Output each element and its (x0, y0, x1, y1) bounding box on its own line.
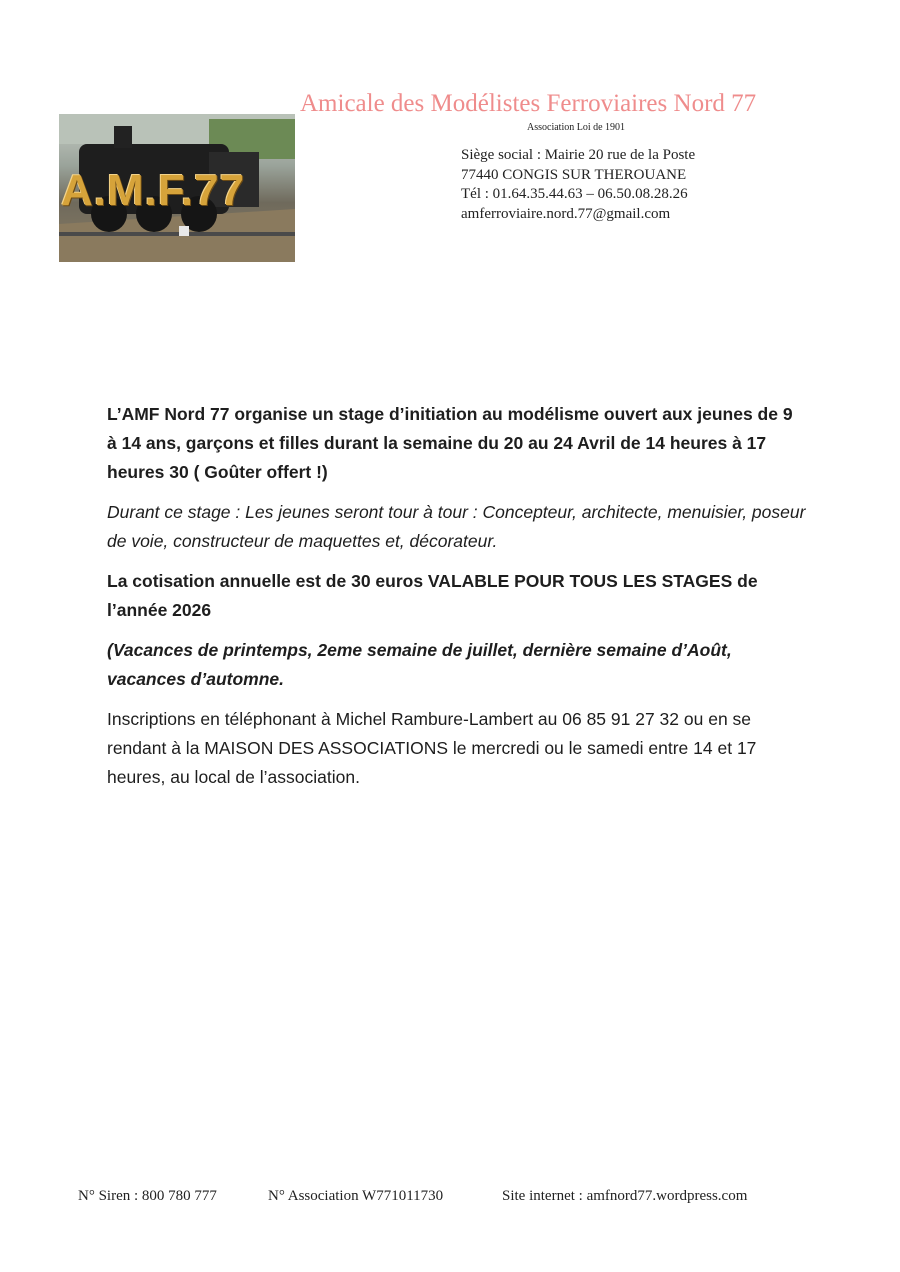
footer-association-number: N° Association W771011730 (268, 1188, 444, 1204)
organization-subtitle: Association Loi de 1901 (527, 122, 626, 133)
contact-address: Siège social : Mairie 20 rue de la Poste (461, 147, 696, 163)
footer-website: Site internet : amfnord77.wordpress.com (502, 1188, 748, 1204)
contact-email: amferroviaire.nord.77@gmail.com (461, 205, 671, 222)
paragraph-stage-roles: Durant ce stage : Les jeunes seront tour à tour : Concepteur, architecte, menuisier, poseur de voie, constructeur de maquettes et, décorateur. (107, 502, 806, 551)
association-logo (59, 114, 295, 262)
paragraph-membership-fee: La cotisation annuelle est de 30 euros VALABLE POUR TOUS LES STAGES de l’année 2026 (107, 571, 758, 620)
footer-siren: N° Siren : 800 780 777 (78, 1188, 217, 1204)
contact-city: 77440 CONGIS SUR THEROUANE (461, 166, 687, 183)
organization-title: Amicale des Modélistes Ferroviaires Nord 77 (300, 90, 757, 117)
paragraph-registration: Inscriptions en téléphonant à Michel Rambure-Lambert au 06 85 91 27 32 ou en se rendant à la MAISON DES ASSOCIATIONS le mercredi ou le samedi entre 14 et 17 heures, au local de l’association. (107, 709, 757, 787)
paragraph-holiday-periods: (Vacances de printemps, 2eme semaine de juillet, dernière semaine d’Août, vacances d’automne. (107, 640, 732, 689)
contact-block (461, 146, 761, 224)
contact-phone: Tél : 01.64.35.44.63 – 06.50.08.28.26 (461, 186, 688, 202)
paragraph-stage-announcement: L’AMF Nord 77 organise un stage d’initiation au modélisme ouvert aux jeunes de 9 à 14 ans, garçons et filles durant la semaine du 20 au 24 Avril de 14 heures à 17 heures 30 ( Goûter offert !) (107, 404, 793, 482)
document-body (107, 400, 807, 803)
logo-text: A.M.F.77 (61, 166, 246, 215)
